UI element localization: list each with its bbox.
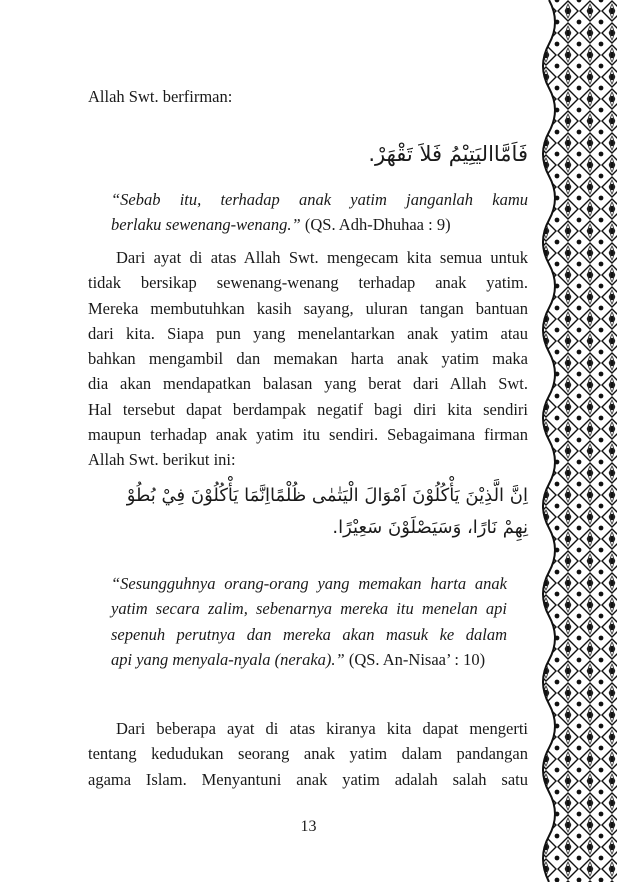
- quote-1-reference: (QS. Adh-Dhuhaa : 9): [304, 215, 451, 235]
- paragraph-line: maupun terhadap anak yatim itu sendiri. Sebagaimana firman: [88, 425, 528, 445]
- paragraph-1: [88, 245, 528, 473]
- ornament-pattern: [535, 0, 617, 882]
- quote-1-line: “Sebab itu, terhadap anak yatim janganlah kamu: [111, 190, 528, 209]
- arabic-verse-2-line: نِهِمْ نَارًا، وَسَيَصْلَوْنَ سَعِيْرًا.: [332, 517, 528, 538]
- quote-2-line: [111, 647, 507, 672]
- arabic-verse-2-line: اِنَّ الَّذِيْنَ يَأْكُلُوْنَ اَمْوَالَ الْيَتٰمٰى ظُلْمًااِنَّمَا يَأْكُلُوْنَ فِيْ بُطُوْ: [126, 485, 528, 506]
- ornamental-border: [535, 0, 617, 882]
- page-number: 13: [300, 818, 317, 835]
- quote-2-line: sepenuh perutnya dan mereka akan masuk ke dalam: [111, 624, 507, 644]
- arabic-verse-1: فَاَمَّااليَتِيْمُ فَلاَ تَقْهَرْ.: [368, 142, 528, 166]
- quote-2: [111, 571, 507, 672]
- quote-2-reference: (QS. An-Nisaa’ : 10): [348, 649, 486, 669]
- paragraph-line: Dari beberapa ayat di atas kiranya kita dapat mengerti: [116, 719, 528, 738]
- paragraph-line: tentang kedudukan seorang anak yatim dalam pandangan: [88, 744, 528, 764]
- quote-1-text: berlaku sewenang-wenang.”: [111, 215, 305, 235]
- paragraph-line: agama Islam. Menyantuni anak yatim adalah salah satu: [88, 769, 528, 789]
- paragraph-line: dia akan mendapatkan balasan yang berat dari Allah Swt.: [88, 374, 528, 394]
- quote-2-line: yatim secara zalim, sebenarnya mereka itu menelan api: [111, 599, 507, 619]
- quote-2-text: api yang menyala-nyala (neraka).”: [111, 649, 349, 669]
- paragraph-line: dari kita. Siapa pun yang menelantarkan anak yatim atau: [88, 323, 528, 343]
- paragraph-line: Hal tersebut dapat berdampak negatif bagi diri kita sendiri: [88, 399, 528, 419]
- quote-2-line: “Sesungguhnya orang-orang yang memakan harta anak: [111, 574, 507, 593]
- paragraph-line: Allah Swt. berikut ini:: [88, 450, 236, 470]
- paragraph-line: Mereka membutuhkan kasih sayang, uluran tangan bantuan: [88, 298, 528, 318]
- paragraph-line: Dari ayat di atas Allah Swt. mengecam kita semua untuk: [116, 248, 528, 267]
- paragraph-line: bahkan mengambil dan memakan harta anak yatim maka: [88, 349, 528, 369]
- paragraph-2: [88, 716, 528, 792]
- quote-1-line: [111, 212, 528, 237]
- arabic-verse-2: [88, 480, 528, 544]
- quote-1: [111, 187, 528, 238]
- paragraph-line: tidak bersikap sewenang-wenang terhadap anak yatim.: [88, 273, 528, 293]
- intro-text: Allah Swt. berfirman:: [88, 87, 233, 106]
